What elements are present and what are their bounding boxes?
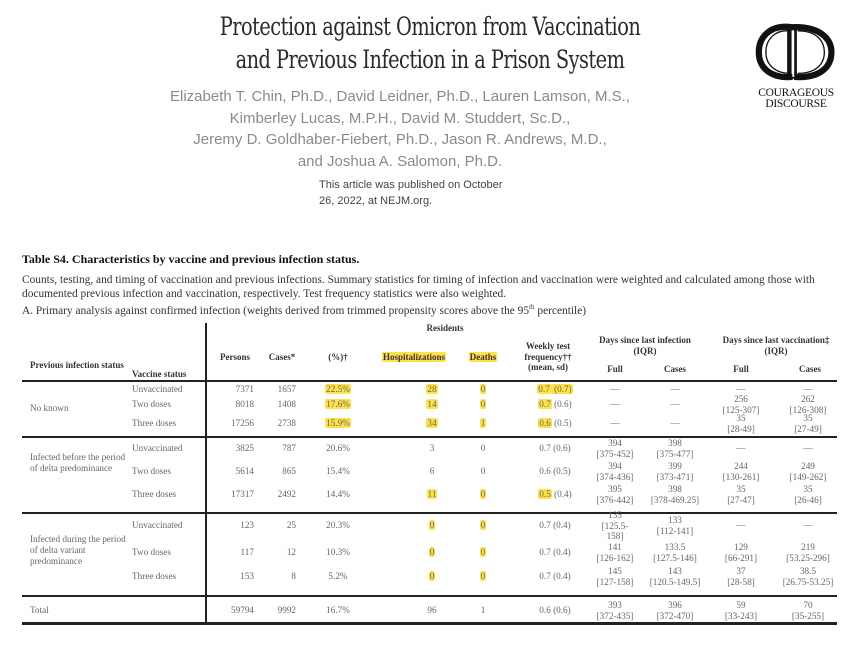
vaccination-full-cell: 37 [28-58] <box>727 566 755 587</box>
vaccination-cases-cell: 249 [149-262] <box>789 461 827 482</box>
weekly-test-cell <box>530 489 580 500</box>
infection-cases-cell: — <box>670 384 680 394</box>
infection-cases-cell: — <box>670 418 680 428</box>
infection-cases-cell: 133.5 [127.5-146] <box>653 542 697 563</box>
hospitalizations-cell-highlight: 0 <box>429 547 435 557</box>
article-title <box>0 10 860 76</box>
header-cases: Cases* <box>268 352 296 362</box>
percent-cell: 10.3% <box>326 547 350 557</box>
deaths-cell: 0 <box>480 466 486 476</box>
infection-full-cell: — <box>610 418 620 428</box>
deaths-cell-highlight: 0 <box>480 399 486 409</box>
infection-cases-cell: 133 [112-141] <box>656 515 694 536</box>
cases-cell: 787 <box>282 443 296 453</box>
weekly-test-mean: 0.6 <box>539 466 551 476</box>
percent-cell-highlight: 22.5% <box>326 384 350 394</box>
header-infection-full: Full <box>607 364 623 374</box>
infection-cases-cell: 399 [373-471] <box>656 461 694 482</box>
deaths-cell <box>471 547 495 558</box>
deaths-cell-highlight: 0 <box>480 547 486 557</box>
deaths-cell <box>471 489 495 500</box>
table-description: Counts, testing, and timing of vaccination and previous infections. Summary statistics for timing of infection and vaccination were weighted and calculated among those with documented previous infection and vaccination, respectively. Test frequency statistics were also weighted. <box>22 274 815 300</box>
publication-note-line: 26, 2022, at NEJM.org. <box>319 195 433 207</box>
weekly-test-sd: (0.5) <box>550 466 571 476</box>
vaccine-status-cell: Three doses <box>132 489 177 499</box>
header-vaccination-full: Full <box>733 364 749 374</box>
persons-cell: 3825 <box>235 443 254 453</box>
persons-cell: 17256 <box>231 418 254 428</box>
table-subtitle-text: A. Primary analysis against confirmed infection (weights derived from trimmed propensity scores above the 95 <box>22 304 530 317</box>
weekly-test-sd: (0.6) <box>550 443 571 453</box>
cases-cell: 865 <box>282 466 296 476</box>
hospitalizations-cell <box>420 520 444 531</box>
deaths-cell <box>471 384 495 395</box>
vaccination-cases-cell: — <box>803 443 813 453</box>
header-days-vaccination: Days since last vaccination‡ (IQR) <box>722 335 830 356</box>
deaths-cell <box>471 399 495 410</box>
cases-cell: 8 <box>291 571 296 581</box>
hospitalizations-cell-highlight: 28 <box>427 384 437 394</box>
column-divider <box>205 323 207 624</box>
persons-cell: 117 <box>240 547 254 557</box>
total-weekly-test <box>530 605 580 616</box>
infection-full-cell: 394 [374-436] <box>596 461 634 482</box>
vaccine-status-cell: Two doses <box>132 547 171 557</box>
vaccine-status-cell: Unvaccinated <box>132 520 183 530</box>
logo-text-line-1: COURAGEOUS <box>758 87 834 99</box>
table-subtitle-end: percentile) <box>534 304 587 317</box>
header-hospitalizations-text: Hospitalizations <box>382 352 445 362</box>
cases-cell: 2492 <box>277 489 296 499</box>
vaccination-cases-cell: 219 [53.25-296] <box>786 542 830 563</box>
group-label: Infected during the period of delta variant predominance <box>30 534 126 566</box>
hospitalizations-cell-highlight: 11 <box>427 489 437 499</box>
header-hospitalizations <box>372 352 456 363</box>
header-weekly-test: Weekly test frequency†† (mean, sd) <box>524 341 572 372</box>
header-pct: (%)† <box>328 352 348 362</box>
total-infection-full: 393 [372-435] <box>596 600 634 621</box>
header-deaths <box>460 352 506 363</box>
group-rule <box>22 512 837 514</box>
total-label: Total <box>30 605 49 615</box>
weekly-test-cell <box>530 547 580 558</box>
total-vaccination-full: 59 [33-243] <box>724 600 758 621</box>
table-title: Table S4. Characteristics by vaccine and previous infection status. <box>22 252 360 266</box>
vaccination-full-cell: 256 [125-307] <box>722 394 760 415</box>
vaccination-cases-cell: 35 [27-49] <box>794 413 822 434</box>
cases-cell: 25 <box>286 520 296 530</box>
header-deaths-text: Deaths <box>469 352 497 362</box>
deaths-cell-highlight: 0 <box>480 384 486 394</box>
deaths-cell-highlight: 0 <box>480 489 486 499</box>
total-persons: 59794 <box>231 605 254 615</box>
weekly-test-cell <box>530 384 580 395</box>
author-line: and Joshua A. Salomon, Ph.D. <box>297 152 503 170</box>
infection-full-cell: — <box>610 384 620 394</box>
weekly-test-sd: (0.7) <box>551 384 572 394</box>
weekly-test-mean: 0.7 <box>539 443 551 453</box>
hospitalizations-cell-highlight: 34 <box>427 418 437 428</box>
cases-cell: 12 <box>286 547 296 557</box>
publication-note <box>319 177 559 209</box>
weekly-test-sd: (0.4) <box>550 520 571 530</box>
weekly-test-mean: 0.7 <box>539 571 551 581</box>
author-line: Kimberley Lucas, M.P.H., David M. Studdert, Sc.D., <box>229 109 571 127</box>
vaccination-cases-cell: 262 [126-308] <box>789 394 827 415</box>
vaccination-cases-cell: 35 [26-46] <box>794 484 822 505</box>
hospitalizations-cell <box>420 547 444 558</box>
total-hospitalizations: 96 <box>427 605 437 615</box>
hospitalizations-cell <box>420 489 444 500</box>
persons-cell: 5614 <box>235 466 254 476</box>
weekly-test-cell <box>530 399 580 410</box>
weekly-test-cell <box>530 571 580 582</box>
persons-cell: 8018 <box>235 399 254 409</box>
group-label: No known <box>30 403 69 413</box>
infection-full-cell: 394 [375-452] <box>596 438 634 459</box>
publication-note-line: This article was published on October <box>319 179 503 191</box>
logo-text-line-2: DISCOURSE <box>765 98 827 110</box>
deaths-cell <box>471 418 495 429</box>
total-deaths: 1 <box>480 605 486 615</box>
deaths-cell-highlight: 1 <box>480 418 486 428</box>
hospitalizations-cell-highlight: 0 <box>429 520 435 530</box>
weekly-test-mean: 0.7 <box>539 399 551 409</box>
cases-cell: 2738 <box>277 418 296 428</box>
infection-full-cell: 395 [376-442] <box>596 484 634 505</box>
vaccine-status-cell: Three doses <box>132 571 177 581</box>
percent-cell <box>318 399 358 410</box>
percent-cell-highlight: 17.6% <box>326 399 350 409</box>
vaccination-cases-cell: — <box>803 384 813 394</box>
author-line: Elizabeth T. Chin, Ph.D., David Leidner, Ph.D., Lauren Lamson, M.S., <box>170 88 630 105</box>
vaccination-cases-cell: 38.5 [26.75-53.25] <box>782 566 834 587</box>
header-vaccine-status: Vaccine status <box>132 369 187 379</box>
percent-cell: 14.4% <box>326 489 350 499</box>
hospitalizations-cell <box>420 399 444 410</box>
deaths-cell <box>471 520 495 531</box>
vaccination-cases-cell: — <box>803 520 813 530</box>
vaccine-status-cell: Unvaccinated <box>132 384 183 394</box>
weekly-test-sd: (0.5) <box>551 418 572 428</box>
vaccination-full-cell: — <box>736 443 746 453</box>
vaccination-full-cell: 35 [27-47] <box>727 484 755 505</box>
article-title-line-2: and Previous Infection in a Prison System <box>235 45 625 74</box>
group-rule <box>22 436 837 438</box>
percent-cell-highlight: 15.9% <box>326 418 350 428</box>
cases-cell: 1408 <box>277 399 296 409</box>
header-vaccination-cases: Cases <box>799 364 821 374</box>
bottom-rule <box>22 622 837 625</box>
deaths-cell-highlight: 0 <box>480 520 486 530</box>
header-rule <box>22 380 837 382</box>
vaccine-status-cell: Two doses <box>132 399 171 409</box>
infection-cases-cell: 398 [375-477] <box>656 438 694 459</box>
weekly-test-mean: 0.7 <box>539 520 551 530</box>
total-weekly-test-mean: 0.6 <box>539 605 551 615</box>
deaths-cell: 0 <box>480 443 486 453</box>
infection-full-cell: 141 [126-162] <box>596 542 634 563</box>
deaths-cell <box>471 571 495 582</box>
header-infection-cases: Cases <box>664 364 686 374</box>
infection-full-cell: — <box>610 399 620 409</box>
persons-cell: 17317 <box>231 489 254 499</box>
total-vaccination-cases: 70 [35-255] <box>791 600 825 621</box>
vaccine-status-cell: Two doses <box>132 466 171 476</box>
cases-cell: 1657 <box>277 384 296 394</box>
weekly-test-sd: (0.4) <box>551 489 572 499</box>
weekly-test-cell <box>530 466 580 477</box>
total-infection-cases: 396 [372-470] <box>656 600 694 621</box>
weekly-test-cell <box>530 418 580 429</box>
weekly-test-sd: (0.4) <box>550 571 571 581</box>
weekly-test-mean: 0.7 <box>539 547 551 557</box>
header-previous-infection-status: Previous infection status <box>30 360 124 370</box>
hospitalizations-cell: 6 <box>429 466 435 476</box>
hospitalizations-cell <box>420 418 444 429</box>
vaccination-full-cell: 129 [66-291] <box>724 542 758 563</box>
weekly-test-mean: 0.5 <box>539 489 551 499</box>
percent-cell <box>318 418 358 429</box>
courageous-discourse-logo-icon <box>746 22 846 84</box>
infection-cases-cell: 143 [120.5-149.5] <box>649 566 701 587</box>
author-list <box>120 86 680 172</box>
vaccine-status-cell: Unvaccinated <box>132 443 183 453</box>
vaccine-status-cell: Three doses <box>132 418 177 428</box>
weekly-test-sd: (0.6) <box>551 399 572 409</box>
header-persons: Persons <box>220 352 250 362</box>
percent-cell: 20.3% <box>326 520 350 530</box>
persons-cell: 7371 <box>235 384 254 394</box>
vaccination-full-cell: — <box>736 384 746 394</box>
weekly-test-cell <box>530 520 580 531</box>
infection-cases-cell: 398 [378-469.25] <box>650 484 700 505</box>
infection-full-cell: 135 [125.5- 158] <box>601 510 629 541</box>
persons-cell: 153 <box>240 571 254 581</box>
percent-cell: 20.6% <box>326 443 350 453</box>
weekly-test-sd: (0.4) <box>550 547 571 557</box>
total-percent: 16.7% <box>326 605 350 615</box>
percent-cell: 5.2% <box>328 571 348 581</box>
header-days-infection: Days since last infection (IQR) <box>599 335 691 356</box>
vaccination-full-cell: 35 [28-49] <box>727 413 755 434</box>
article-title-line-1: Protection against Omicron from Vaccination <box>219 12 641 41</box>
hospitalizations-cell-highlight: 0 <box>429 571 435 581</box>
group-label: Infected before the period of delta predominance <box>30 452 126 473</box>
percent-cell <box>318 384 358 395</box>
hospitalizations-cell-highlight: 14 <box>427 399 437 409</box>
deaths-cell-highlight: 0 <box>480 571 486 581</box>
hospitalizations-cell <box>420 571 444 582</box>
weekly-test-mean: 0.6 <box>539 418 551 428</box>
hospitalizations-cell: 3 <box>429 443 435 453</box>
total-weekly-test-sd: (0.6) <box>550 605 571 615</box>
table-subtitle <box>22 303 586 317</box>
percent-cell: 15.4% <box>326 466 350 476</box>
vaccination-full-cell: — <box>736 520 746 530</box>
group-rule <box>22 595 837 597</box>
vaccination-full-cell: 244 [130-261] <box>722 461 760 482</box>
infection-cases-cell: — <box>670 399 680 409</box>
table-subtitle-sup: th <box>529 303 535 311</box>
author-line: Jeremy D. Goldhaber-Fiebert, Ph.D., Jason R. Andrews, M.D., <box>193 131 607 148</box>
header-residents-group: Residents <box>426 323 464 333</box>
infection-full-cell: 145 [127-158] <box>596 566 634 587</box>
persons-cell: 123 <box>240 520 254 530</box>
hospitalizations-cell <box>420 384 444 395</box>
weekly-test-cell <box>530 443 580 454</box>
weekly-test-mean: 0.7 <box>538 384 550 394</box>
total-cases: 9992 <box>277 605 296 615</box>
